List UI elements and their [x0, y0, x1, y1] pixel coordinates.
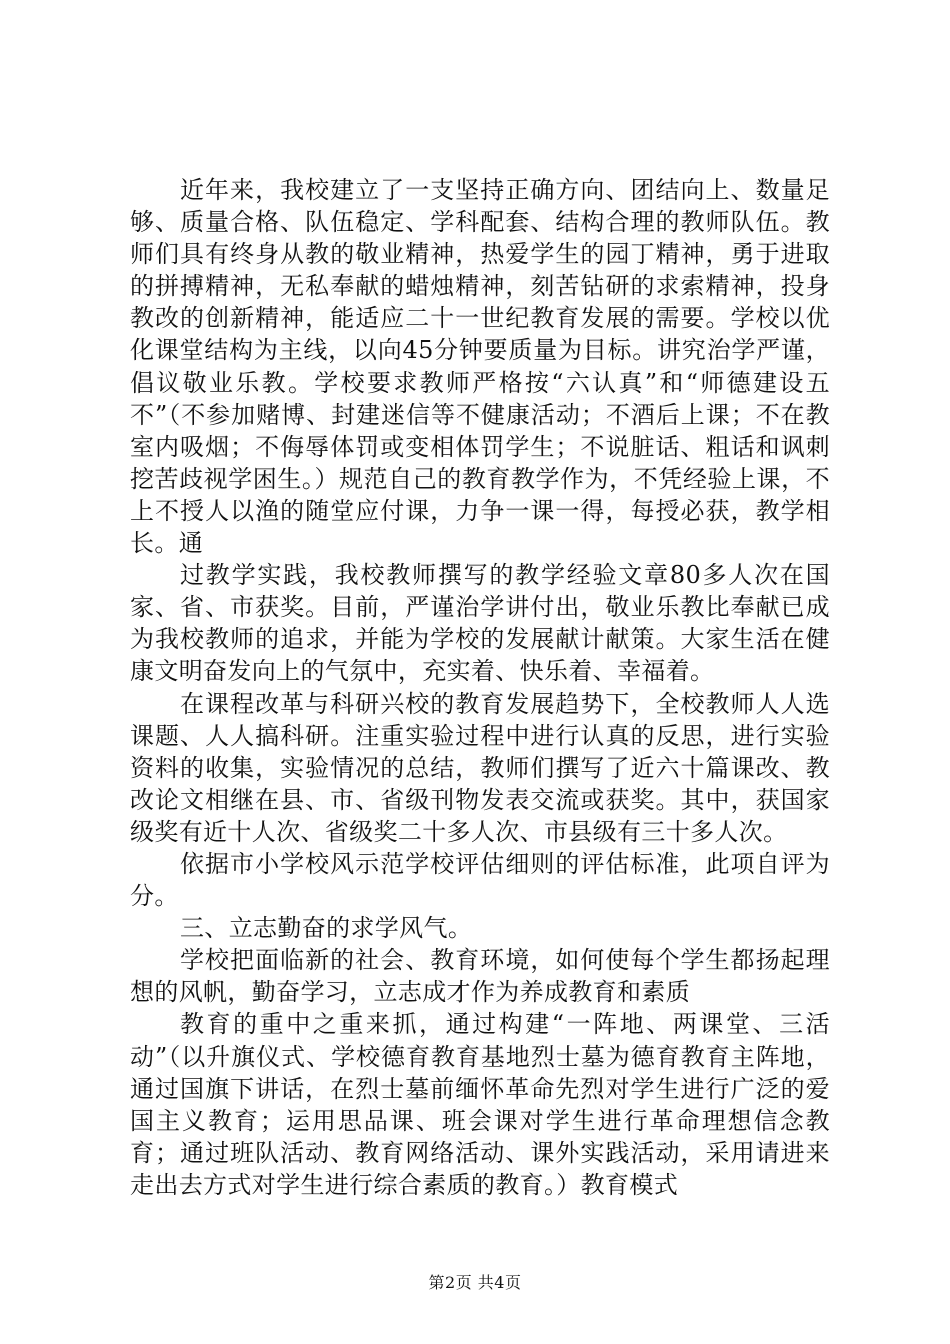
paragraph-research: 在课程改革与科研兴校的教育发展趋势下，全校教师人人选课题、人人搞科研。注重实验过程中进行认真的反思，进行实验资料的收集，实验情况的总结，教师们撰写了近六十篇课改、教改论文相继在县、市、省级刊物发表交流或获奖。其中，获国家级奖有近十人次、省级奖二十多人次、市县级有三十多人次。 [130, 689, 830, 846]
document-body [130, 174, 830, 1201]
section-heading-study-atmosphere: 三、立志勤奋的求学风气。 [180, 914, 473, 943]
paragraph-teacher-team: 近年来，我校建立了一支坚持正确方向、团结向上、数量足够、质量合格、队伍稳定、学科配套、结构合理的教师队伍。教师们具有终身从教的敬业精神，热爱学生的园丁精神，勇于进取的拼搏精神，无私奉献的蜡烛精神，刻苦钻研的求索精神，投身教改的创新精神，能适应二十一世纪教育发展的需要。学校以优化课堂结构为主线，以向45分钟要质量为目标。讲究治学严谨，倡议敬业乐教。学校要求教师严格按“六认真”和“师德建设五不”（不参加赌博、封建迷信等不健康活动；不酒后上课；不在教室内吸烟；不侮辱体罚或变相体罚学生；不说脏话、粗话和讽刺挖苦歧视学困生。）规范自己的教育教学作为，不凭经验上课，不上不授人以渔的随堂应付课，力争一课一得，每授必获，教学相长。通 [130, 176, 830, 558]
paragraph-education-model: 教育的重中之重来抓，通过构建“一阵地、两课堂、三活动”（以升旗仪式、学校德育教育基地烈士墓为德育教育主阵地，通过国旗下讲话，在烈士墓前缅怀革命先烈对学生进行广泛的爱国主义教育；运用思品课、班会课对学生进行革命理想信念教育；通过班队活动、教育网络活动、课外实践活动，采用请进来走出去方式对学生进行综合素质的教育。）教育模式 [130, 1010, 830, 1199]
page-number-footer: 第2页 共4页 [428, 1273, 522, 1292]
paragraph-student-ideals: 学校把面临新的社会、教育环境，如何使每个学生都扬起理想的风帆，勤奋学习，立志成才作为养成教育和素质 [130, 946, 830, 1007]
paragraph-self-evaluation: 依据市小学校风示范学校评估细则的评估标准，此项自评为分。 [130, 849, 830, 911]
paragraph-teaching-awards: 过教学实践，我校教师撰写的教学经验文章80多人次在国家、省、市获奖。目前，严谨治学讲付出，敬业乐教比奉献已成为我校教师的追求，并能为学校的发展献计献策。大家生活在健康文明奋发向上的气氛中，充实着、快乐着、幸福着。 [130, 561, 830, 686]
